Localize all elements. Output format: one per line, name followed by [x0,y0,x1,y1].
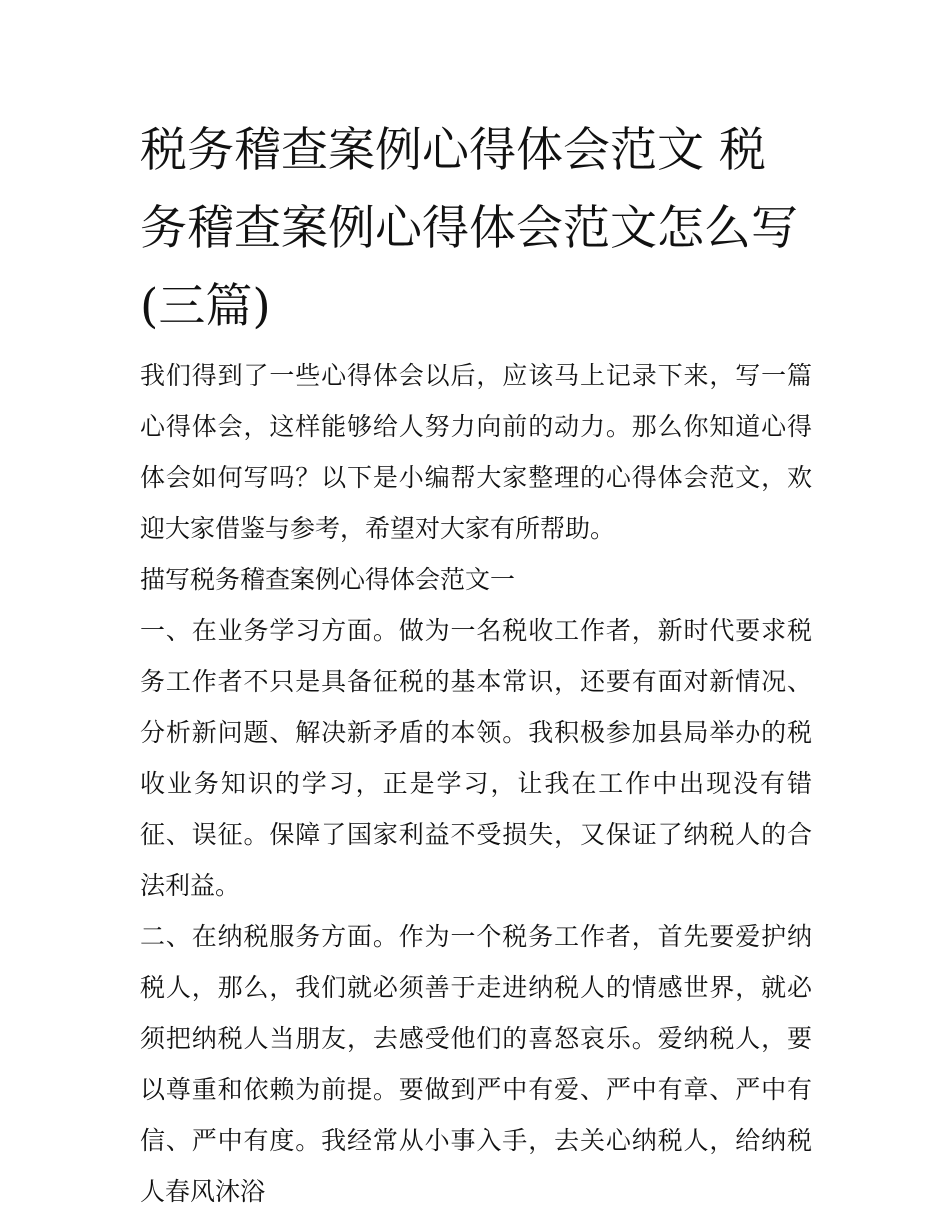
document-title: 税务稽查案例心得体会范文 税务稽查案例心得体会范文怎么写(三篇) [140,123,798,334]
section-heading: 描写税务稽查案例心得体会范文一 [140,565,516,594]
body-paragraph: 一、在业务学习方面。做为一名税收工作者，新时代要求税务工作者不只是具备征税的基本常识，还要有面对新情况、分析新问题、解决新矛盾的本领。我积极参加县局举办的税收业务知识的学习，正是学习，让我在工作中出现没有错征、误征。保障了国家利益不受损失，又保证了纳税人的合法利益。 [140,616,812,900]
document-body [140,112,812,1217]
body-paragraph: 二、在纳税服务方面。作为一个税务工作者，首先要爱护纳税人，那么，我们就必须善于走进纳税人的情感世界，就必须把纳税人当朋友，去感受他们的喜怒哀乐。爱纳税人，要以尊重和依赖为前提。要做到严中有爱、严中有章、严中有信、严中有度。我经常从小事入手，去关心纳税人，给纳税人春风沐浴 [140,922,812,1206]
intro-paragraph: 我们得到了一些心得体会以后，应该马上记录下来，写一篇心得体会，这样能够给人努力向前的动力。那么你知道心得体会如何写吗？以下是小编帮大家整理的心得体会范文，欢迎大家借鉴与参考，希望对大家有所帮助。 [140,361,812,543]
